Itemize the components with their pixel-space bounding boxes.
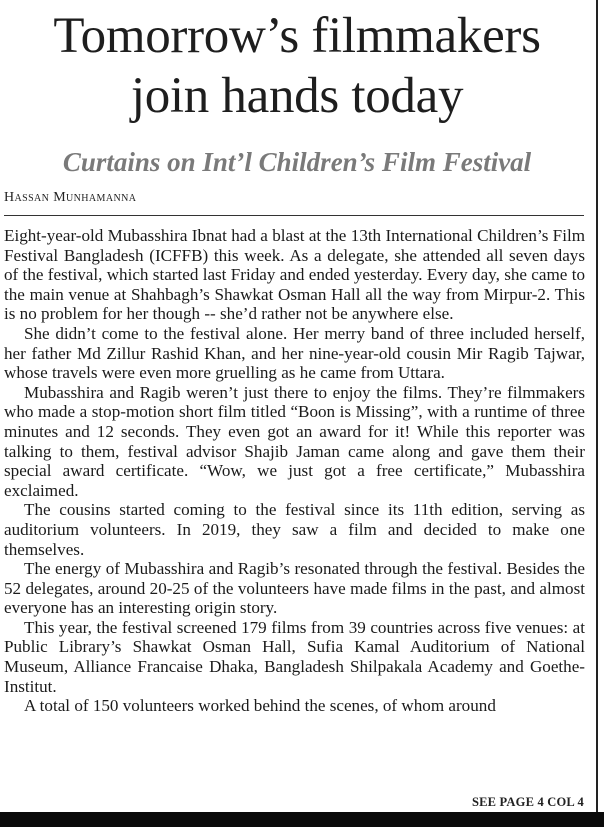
paragraph: The energy of Mubasshira and Ragib’s resonated through the festival. Besides the 52 delegates, around 20-25 of the volunteers have made films in the past, and almost everyone has an interesting origin story.	[4, 559, 585, 618]
continuation-jump-line: SEE PAGE 4 COL 4	[471, 795, 584, 809]
column-rule	[596, 0, 598, 812]
headline	[0, 6, 594, 126]
paragraph: A total of 150 volunteers worked behind the scenes, of whom around	[24, 696, 496, 716]
subheadline: Curtains on Int’l Children’s Film Festival	[62, 147, 532, 177]
paragraph: Eight-year-old Mubasshira Ibnat had a blast at the 13th International Children’s Film Festival Bangladesh (ICFFB) this week. As a delegate, she attended all seven days of the festival, which started last Friday and ended yesterday. Every day, she came to the main venue at Shahbagh’s Shawkat Osman Hall all the way from Mirpur-2. This is no problem for her though -- she’d rather not be anywhere else.	[4, 226, 585, 324]
article-body	[4, 226, 585, 716]
headline-line-1: Tomorrow’s filmmakers	[53, 8, 541, 64]
paragraph: Mubasshira and Ragib weren’t just there to enjoy the films. They’re filmmakers who made a stop-motion short film titled “Boon is Missing”, with a runtime of three minutes and 12 seconds. They even got an award for it! While this reporter was talking to them, festival advisor Shajib Jaman came along and gave them their special award certificate. “Wow, we just got a free certificate,” Mubasshira exclaimed.	[4, 382, 585, 500]
byline-divider	[4, 215, 584, 216]
paragraph: This year, the festival screened 179 films from 39 countries across five venues: at Public Library’s Shawkat Osman Hall, Sufia Kamal Auditorium of National Museum, Alliance Francaise Dhaka, Bangladesh Shilpakala Academy and Goethe-Institut.	[4, 617, 585, 696]
page-edge-band	[0, 812, 604, 827]
paragraph: The cousins started coming to the festival since its 11th edition, serving as auditorium volunteers. In 2019, they saw a film and decided to make one themselves.	[4, 500, 585, 559]
byline: Hassan Munhamanna	[4, 190, 137, 205]
paragraph: She didn’t come to the festival alone. Her merry band of three included herself, her father Md Zillur Rashid Khan, and her nine-year-old cousin Mir Ragib Tajwar, whose travels were even more gruelling as he came from Uttara.	[4, 323, 585, 383]
headline-line-2: join hands today	[130, 68, 464, 124]
